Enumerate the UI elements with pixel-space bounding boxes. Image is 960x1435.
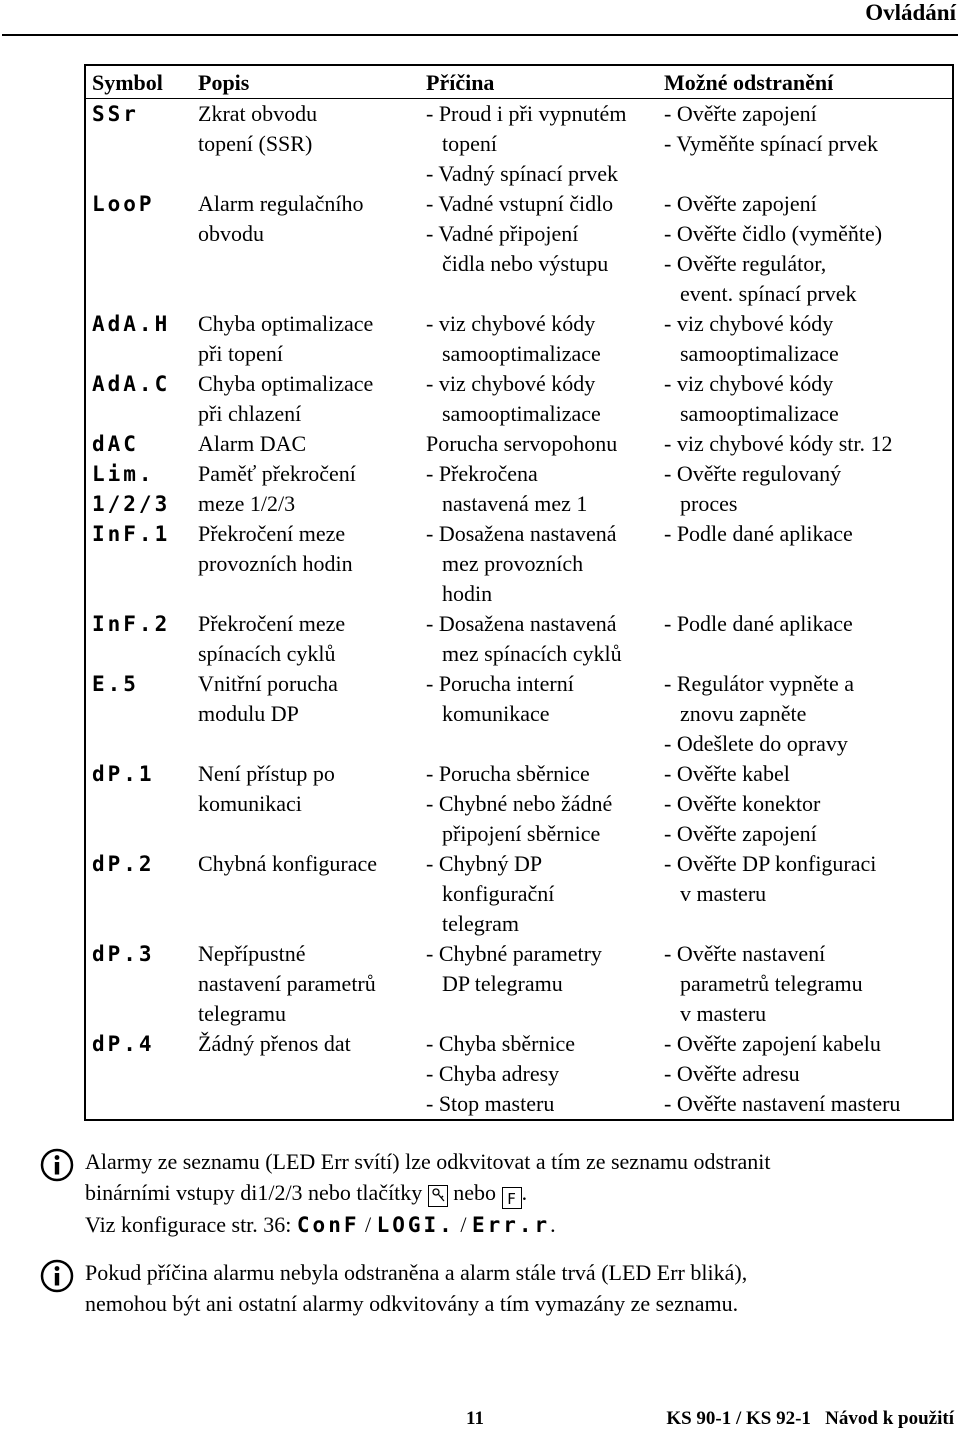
cell-line: - Vyměňte spínací prvek	[664, 131, 879, 156]
note-line: Pokud příčina alarmu nebyla odstraněna a alarm stále trvá (LED Err bliká),	[85, 1260, 748, 1285]
table-row	[86, 309, 952, 369]
table-body	[86, 99, 952, 1120]
cell-popis	[192, 519, 420, 609]
cell-line: Překročení meze	[198, 611, 346, 636]
cell-line: - Chyba adresy	[426, 1061, 560, 1086]
cell-line: - Regulátor vypněte a	[664, 671, 854, 696]
note-line: nemohou být ani ostatní alarmy odkvitovány a tím vymazány ze seznamu.	[85, 1291, 739, 1316]
cell-line: - Ověřte zapojení	[664, 191, 817, 216]
cell-line: - Porucha sběrnice	[426, 761, 590, 786]
cell-line: - viz chybové kódy str. 12	[664, 431, 893, 456]
cell-odstraneni	[658, 1029, 952, 1119]
cell-odstraneni	[658, 519, 952, 609]
cell-pricina	[420, 609, 658, 669]
cell-line: Chybná konfigurace	[198, 851, 377, 876]
cell-line: - Ověřte nastavení masteru	[664, 1091, 901, 1116]
cell-line: - Ověřte kabel	[664, 761, 790, 786]
cell-popis	[192, 429, 420, 459]
cell-pricina	[420, 429, 658, 459]
cell-line: - Podle dané aplikace	[664, 611, 853, 636]
cell-line: - viz chybové kódy	[426, 311, 596, 336]
note-line-part: binárními vstupy di1/2/3 nebo tlačítky	[85, 1180, 423, 1205]
cell-line: Chyba optimalizace	[198, 311, 374, 336]
config-code-conf: ConF	[296, 1213, 360, 1237]
cell-line: - Chybný DP	[426, 851, 543, 876]
table-row	[86, 669, 952, 759]
note-line-part: .	[521, 1180, 528, 1205]
alarm-symbol: 1/2/3	[92, 492, 171, 516]
cell-line: - Chybné parametry	[426, 941, 602, 966]
cell-line: - Stop masteru	[426, 1091, 555, 1116]
cell-line: mez provozních	[442, 551, 584, 576]
note-line-part: Viz konfigurace str. 36:	[85, 1212, 292, 1237]
table-row	[86, 519, 952, 609]
cell-line: Není přístup po	[198, 761, 335, 786]
alarm-symbol: SSr	[92, 102, 139, 126]
cell-line: DP telegramu	[442, 971, 563, 996]
cell-line: nastavená mez 1	[442, 491, 588, 516]
note-line-part: nebo	[453, 1180, 497, 1205]
cell-line: - viz chybové kódy	[664, 311, 834, 336]
table-row	[86, 189, 952, 309]
cell-line: samooptimalizace	[680, 341, 839, 366]
cell-line: nastavení parametrů	[198, 971, 376, 996]
table-header-row	[86, 66, 952, 99]
table-row	[86, 609, 952, 669]
alarm-symbol: AdA.H	[92, 312, 171, 336]
cell-line: - viz chybové kódy	[664, 371, 834, 396]
cell-line: při chlazení	[198, 401, 302, 426]
cell-line: - Ověřte zapojení kabelu	[664, 1031, 881, 1056]
table-row	[86, 849, 952, 939]
cell-line: meze 1/2/3	[198, 491, 296, 516]
page-number: 11	[466, 1408, 484, 1429]
cell-symbol	[86, 189, 192, 309]
cell-popis	[192, 669, 420, 759]
cell-line: - Dosažena nastavená	[426, 611, 617, 636]
page-header-title: Ovládání	[865, 0, 956, 25]
cell-popis	[192, 939, 420, 1029]
cell-line: - Ověřte nastavení	[664, 941, 826, 966]
cell-line: - Ověřte regulátor,	[664, 251, 827, 276]
info-icon	[40, 1148, 74, 1182]
config-code-logi: LOGI.	[376, 1213, 455, 1237]
cell-line: Žádný přenos dat	[198, 1031, 351, 1056]
cell-line: znovu zapněte	[680, 701, 807, 726]
table-row	[86, 1029, 952, 1119]
cell-line: Paměť překročení	[198, 461, 356, 486]
cell-popis	[192, 849, 420, 939]
cell-line: při topení	[198, 341, 283, 366]
alarm-symbol: InF.1	[92, 522, 171, 546]
table-row	[86, 939, 952, 1029]
header-symbol: Symbol	[86, 66, 192, 99]
cell-line: komunikace	[442, 701, 550, 726]
cell-pricina	[420, 189, 658, 309]
cell-line: - Ověřte zapojení	[664, 821, 817, 846]
cell-line: samooptimalizace	[442, 401, 601, 426]
cell-line: Alarm regulačního	[198, 191, 364, 216]
cell-pricina	[420, 1029, 658, 1119]
cell-line: - Ověřte DP konfiguraci	[664, 851, 877, 876]
cell-popis	[192, 1029, 420, 1119]
cell-line: proces	[680, 491, 738, 516]
cell-line: mez spínacích cyklů	[442, 641, 622, 666]
alarm-symbol: E.5	[92, 672, 139, 696]
note-line	[85, 1177, 770, 1209]
cell-line: v masteru	[680, 881, 767, 906]
table-row	[86, 429, 952, 459]
cell-pricina	[420, 459, 658, 519]
note-line: Alarmy ze seznamu (LED Err svítí) lze odkvitovat a tím ze seznamu odstranit	[85, 1149, 771, 1174]
cell-line: spínacích cyklů	[198, 641, 336, 666]
cell-pricina	[420, 369, 658, 429]
info-icon	[40, 1259, 74, 1293]
cell-symbol	[86, 309, 192, 369]
cell-line: topení (SSR)	[198, 131, 313, 156]
cell-line: - Ověřte adresu	[664, 1061, 800, 1086]
cell-odstraneni	[658, 939, 952, 1029]
cell-symbol	[86, 459, 192, 519]
cell-line: event. spínací prvek	[680, 281, 857, 306]
cell-line: Chyba optimalizace	[198, 371, 374, 396]
cell-line: - Vadné vstupní čidlo	[426, 191, 614, 216]
cell-line: hodin	[442, 581, 493, 606]
cell-line: Porucha servopohonu	[426, 431, 618, 456]
header-odstraneni: Možné odstranění	[658, 66, 952, 99]
cell-line: - Ověřte čidlo (vyměňte)	[664, 221, 883, 246]
separator: /	[460, 1212, 467, 1237]
cell-line: v masteru	[680, 1001, 767, 1026]
cell-line: čidla nebo výstupu	[442, 251, 609, 276]
note-alarm-active-text	[85, 1257, 747, 1319]
header-popis: Popis	[192, 66, 420, 99]
cell-line: - Porucha interní	[426, 671, 574, 696]
cell-line: - Ověřte regulovaný	[664, 461, 842, 486]
cell-odstraneni	[658, 429, 952, 459]
cell-odstraneni	[658, 99, 952, 190]
cell-line: - Dosažena nastavená	[426, 521, 617, 546]
cell-symbol	[86, 369, 192, 429]
cell-line: modulu DP	[198, 701, 299, 726]
cell-symbol	[86, 669, 192, 759]
cell-line: - Chyba sběrnice	[426, 1031, 576, 1056]
header-pricina: Příčina	[420, 66, 658, 99]
cell-symbol	[86, 1029, 192, 1119]
alarm-symbol: dAC	[92, 432, 139, 456]
cell-symbol	[86, 519, 192, 609]
cell-line: obvodu	[198, 221, 264, 246]
cell-line: - Proud i při vypnutém	[426, 101, 627, 126]
cell-popis	[192, 369, 420, 429]
cell-pricina	[420, 99, 658, 190]
key-button-icon	[428, 1185, 448, 1207]
cell-line: Překročení meze	[198, 521, 346, 546]
note-line-part: .	[550, 1212, 556, 1237]
cell-line: - Vadný spínací prvek	[426, 161, 619, 186]
cell-line: - Odešlete do opravy	[664, 731, 848, 756]
alarm-symbol: Lim.	[92, 462, 155, 486]
cell-pricina	[420, 519, 658, 609]
alarm-symbol: AdA.C	[92, 372, 171, 396]
footer-document-title: KS 90-1 / KS 92-1 Návod k použití	[666, 1408, 954, 1429]
cell-popis	[192, 189, 420, 309]
alarm-symbol: dP.4	[92, 1032, 155, 1056]
cell-pricina	[420, 939, 658, 1029]
cell-line: parametrů telegramu	[680, 971, 863, 996]
cell-line: připojení sběrnice	[442, 821, 601, 846]
cell-line: - Ověřte konektor	[664, 791, 821, 816]
cell-line: - Vadné připojení	[426, 221, 579, 246]
cell-line: telegram	[442, 911, 519, 936]
cell-pricina	[420, 759, 658, 849]
cell-popis	[192, 309, 420, 369]
alarm-symbol: InF.2	[92, 612, 171, 636]
cell-line: - Ověřte zapojení	[664, 101, 817, 126]
cell-symbol	[86, 99, 192, 190]
cell-line: konfigurační	[442, 881, 555, 906]
cell-line: Vnitřní porucha	[198, 671, 338, 696]
cell-popis	[192, 759, 420, 849]
cell-line: samooptimalizace	[680, 401, 839, 426]
cell-line: samooptimalizace	[442, 341, 601, 366]
cell-line: - Podle dané aplikace	[664, 521, 853, 546]
cell-pricina	[420, 309, 658, 369]
alarm-table	[84, 64, 954, 1121]
cell-line: komunikaci	[198, 791, 302, 816]
cell-pricina	[420, 849, 658, 939]
cell-odstraneni	[658, 669, 952, 759]
cell-popis	[192, 99, 420, 190]
cell-symbol	[86, 939, 192, 1029]
alarm-symbol: dP.1	[92, 762, 155, 786]
cell-odstraneni	[658, 369, 952, 429]
cell-line: telegramu	[198, 1001, 286, 1026]
cell-odstraneni	[658, 609, 952, 669]
cell-odstraneni	[658, 849, 952, 939]
cell-pricina	[420, 669, 658, 759]
alarm-symbol: dP.3	[92, 942, 155, 966]
cell-odstraneni	[658, 759, 952, 849]
cell-line: Alarm DAC	[198, 431, 307, 456]
cell-popis	[192, 459, 420, 519]
cell-line: - Chybné nebo žádné	[426, 791, 613, 816]
cell-odstraneni	[658, 189, 952, 309]
table-row	[86, 99, 952, 190]
f-key-icon: F	[502, 1187, 522, 1209]
header-rule	[2, 34, 958, 36]
note-line	[85, 1209, 770, 1241]
table-row	[86, 369, 952, 429]
cell-line: Nepřípustné	[198, 941, 306, 966]
cell-symbol	[86, 849, 192, 939]
alarm-symbol: LooP	[92, 192, 155, 216]
cell-odstraneni	[658, 459, 952, 519]
cell-popis	[192, 609, 420, 669]
cell-symbol	[86, 759, 192, 849]
cell-line: - Překročena	[426, 461, 538, 486]
cell-line: - viz chybové kódy	[426, 371, 596, 396]
note-alarm-ack-text	[85, 1146, 770, 1241]
cell-odstraneni	[658, 309, 952, 369]
cell-symbol	[86, 429, 192, 459]
alarm-symbol: dP.2	[92, 852, 155, 876]
separator: /	[364, 1212, 372, 1237]
cell-line: provozních hodin	[198, 551, 353, 576]
cell-symbol	[86, 609, 192, 669]
cell-line: topení	[442, 131, 497, 156]
cell-line: Zkrat obvodu	[198, 101, 318, 126]
table-row	[86, 759, 952, 849]
table-row	[86, 459, 952, 519]
config-code-errr: Err.r	[471, 1213, 551, 1237]
